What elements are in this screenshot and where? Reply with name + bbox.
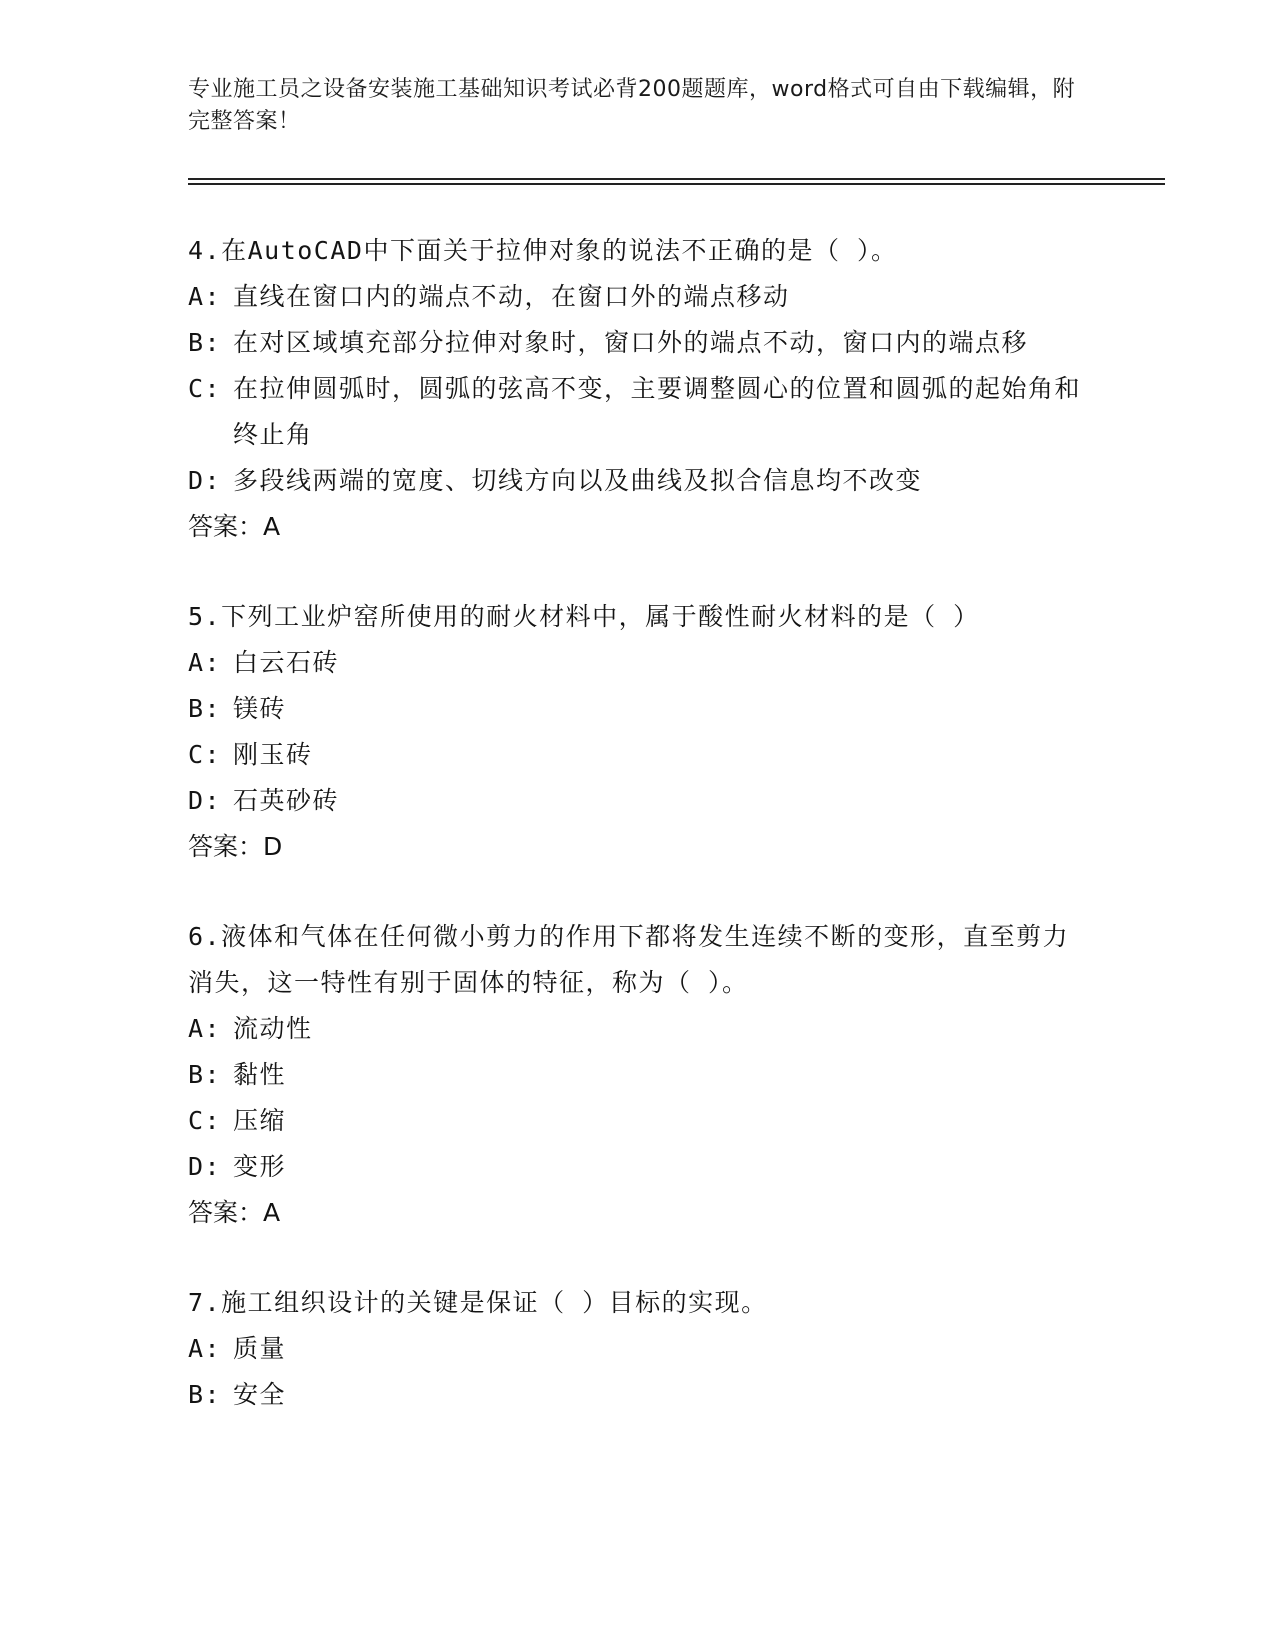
option-text: 安全 xyxy=(233,1380,287,1409)
option-b xyxy=(188,1372,1088,1418)
option-key: A: xyxy=(188,648,222,677)
header-divider-top xyxy=(188,178,1165,180)
option-key: B: xyxy=(188,1380,222,1409)
option-d xyxy=(188,778,1088,824)
option-key: C: xyxy=(188,1106,222,1135)
header-divider-bottom xyxy=(188,183,1165,185)
question-5 xyxy=(188,594,1088,870)
option-text: 在拉伸圆弧时，圆弧的弦高不变，主要调整圆心的位置和圆弧的起始角和终止角 xyxy=(233,374,1082,449)
option-key: D: xyxy=(188,786,222,815)
question-stem: 6.液体和气体在任何微小剪力的作用下都将发生连续不断的变形，直至剪力消失，这一特性有别于固体的特征，称为（ ）。 xyxy=(188,922,1070,997)
question-stem: 7.施工组织设计的关键是保证（ ）目标的实现。 xyxy=(188,1288,768,1317)
question-4 xyxy=(188,228,1088,550)
option-key: A: xyxy=(188,282,222,311)
answer-line: 答案：A xyxy=(188,512,281,541)
option-text: 多段线两端的宽度、切线方向以及曲线及拟合信息均不改变 xyxy=(233,466,923,495)
option-b xyxy=(188,320,1088,366)
option-text: 质量 xyxy=(233,1334,287,1363)
option-a xyxy=(188,1326,1088,1372)
answer-line: 答案：A xyxy=(188,1198,281,1227)
option-d xyxy=(188,1144,1088,1190)
option-key: B: xyxy=(188,1060,222,1089)
question-list xyxy=(188,228,1088,1462)
question-6 xyxy=(188,914,1088,1236)
option-c xyxy=(188,1098,1088,1144)
option-text: 变形 xyxy=(233,1152,287,1181)
option-key: B: xyxy=(188,694,222,723)
option-c xyxy=(188,366,1088,458)
option-text: 在对区域填充部分拉伸对象时，窗口外的端点不动，窗口内的端点移 xyxy=(233,328,1029,357)
answer-line: 答案：D xyxy=(188,832,283,861)
option-key: C: xyxy=(188,374,222,403)
option-key: D: xyxy=(188,466,222,495)
document-header xyxy=(188,74,1088,138)
option-a xyxy=(188,274,1088,320)
option-d xyxy=(188,458,1088,504)
option-b xyxy=(188,1052,1088,1098)
option-key: D: xyxy=(188,1152,222,1181)
question-stem: 5.下列工业炉窑所使用的耐火材料中，属于酸性耐火材料的是（ ） xyxy=(188,602,980,631)
option-a xyxy=(188,1006,1088,1052)
option-text: 黏性 xyxy=(233,1060,287,1089)
option-key: A: xyxy=(188,1334,222,1363)
option-text: 镁砖 xyxy=(233,694,287,723)
option-key: B: xyxy=(188,328,222,357)
option-c xyxy=(188,732,1088,778)
option-text: 白云石砖 xyxy=(233,648,340,677)
document-title: 专业施工员之设备安装施工基础知识考试必背200题题库，word格式可自由下载编辑，附完整答案！ xyxy=(188,77,1076,134)
option-b xyxy=(188,686,1088,732)
option-text: 直线在窗口内的端点不动，在窗口外的端点移动 xyxy=(233,282,790,311)
question-7 xyxy=(188,1280,1088,1418)
option-key: A: xyxy=(188,1014,222,1043)
option-key: C: xyxy=(188,740,222,769)
option-text: 刚玉砖 xyxy=(233,740,313,769)
option-text: 压缩 xyxy=(233,1106,287,1135)
question-stem: 4.在AutoCAD中下面关于拉伸对象的说法不正确的是（ ）。 xyxy=(188,236,898,265)
option-a xyxy=(188,640,1088,686)
option-text: 流动性 xyxy=(233,1014,313,1043)
option-text: 石英砂砖 xyxy=(233,786,340,815)
